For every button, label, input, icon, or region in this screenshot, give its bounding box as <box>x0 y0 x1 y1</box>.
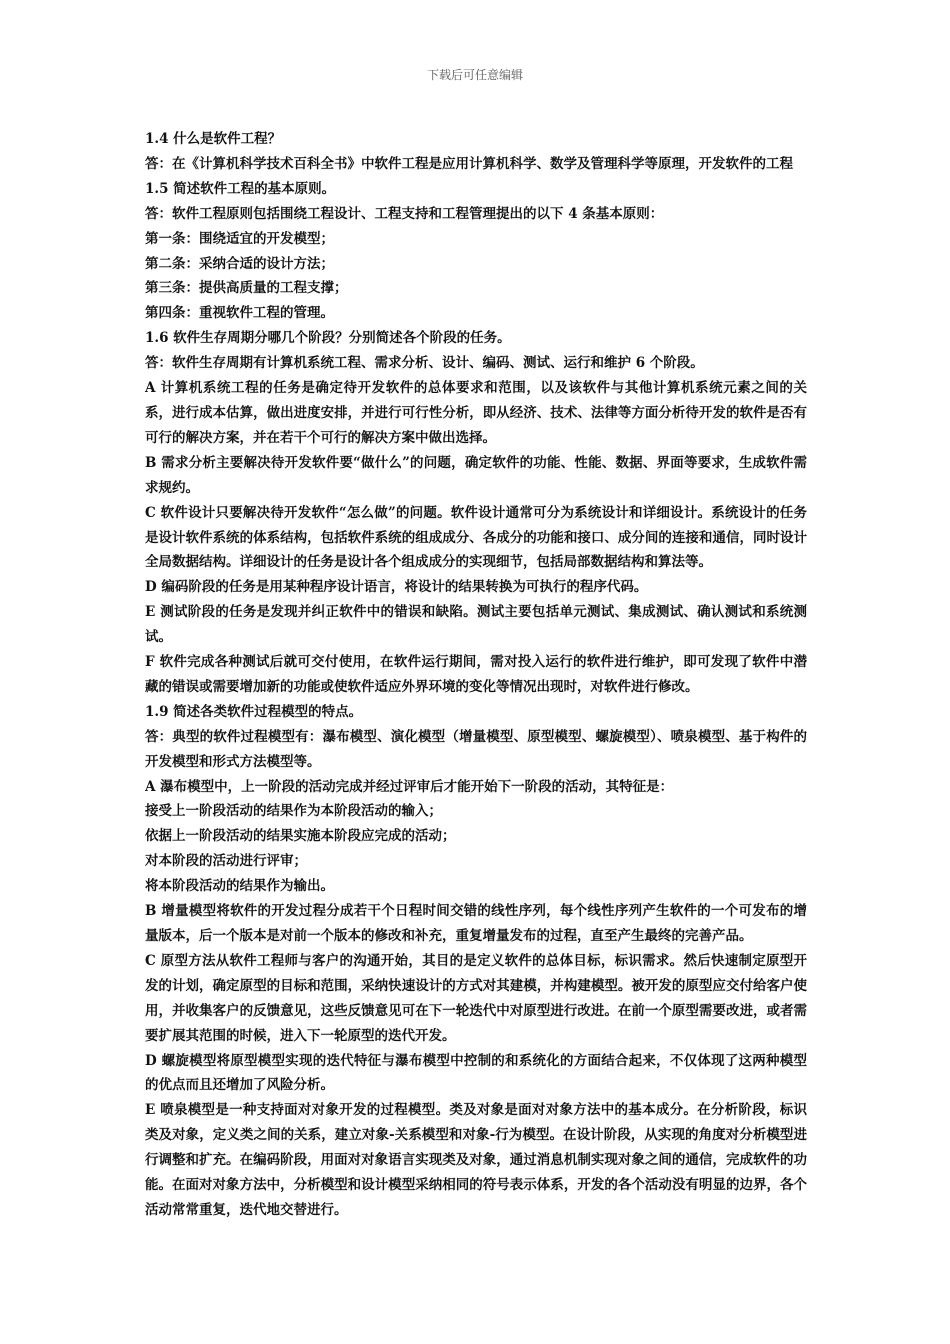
waterfall-item: 将本阶段活动的结果作为输出。 <box>145 878 334 895</box>
model-paragraph: B 增量模型将软件的开发过程分成若干个日程时间交错的线性序列，每个线性序列产生软件的一个可发布的增量版本，后一个版本是对前一个版本的修改和补充，重复增量发布的过程，直至产生最终的完善产品。 <box>145 903 807 944</box>
question-heading: 1.4 什么是软件工程？ <box>145 131 282 147</box>
waterfall-item: 对本阶段的活动进行评审； <box>145 853 307 870</box>
question-heading: 1.6 软件生存周期分哪几个阶段？分别简述各个阶段的任务。 <box>145 330 511 347</box>
answer-paragraph: 答：在《计算机科学技术百科全书》中软件工程是应用计算机科学、数学及管理科学等原理，开发软件的工程 <box>145 155 793 172</box>
principle-item: 第四条：重视软件工程的管理。 <box>145 305 334 322</box>
stage-paragraph: B 需求分析主要解决待开发软件要“做什么”的问题，确定软件的功能、性能、数据、界面等要求，生成软件需求规约。 <box>145 454 807 496</box>
stage-paragraph: D 编码阶段的任务是用某种程序设计语言，将设计的结果转换为可执行的程序代码。 <box>145 579 648 596</box>
waterfall-item: 依据上一阶段活动的结果实施本阶段应完成的活动； <box>145 828 456 845</box>
question-heading: 1.5 简述软件工程的基本原则。 <box>145 180 336 197</box>
page-header: 下载后可任意编辑 <box>426 68 523 82</box>
principle-item: 第三条：提供高质量的工程支撑； <box>145 280 348 297</box>
answer-paragraph: 答：软件生存周期有计算机系统工程、需求分析、设计、编码、测试、运行和维护 6 个阶段。 <box>145 355 704 372</box>
model-paragraph: D 螺旋模型将原型模型实现的迭代特征与瀑布模型中控制的和系统化的方面结合起来，不仅体现了这两种模型的优点而且还增加了风险分析。 <box>145 1052 807 1094</box>
stage-paragraph: E 测试阶段的任务是发现并纠正软件中的错误和缺陷。测试主要包括单元测试、集成测试、确认测试和系统测试。 <box>145 604 807 646</box>
question-heading: 1.9 简述各类软件过程模型的特点。 <box>145 703 363 720</box>
answer-paragraph: 答：软件工程原则包括围绕工程设计、工程支持和工程管理提出的以下 4 条基本原则： <box>145 205 664 222</box>
principle-item: 第一条：围绕适宜的开发模型； <box>145 230 334 247</box>
principle-item: 第二条：采纳合适的设计方法； <box>145 255 334 272</box>
model-paragraph: C 原型方法从软件工程师与客户的沟通开始，其目的是定义软件的总体目标，标识需求。然后快速制定原型开发的计划，确定原型的目标和范围，采纳快速设计的方式对其建模，并构建模型。被开发的原型应交付给客户使用，并收集客户的反馈意见，这些反馈意见可在下一轮迭代中对原型进行改进。在前一个原型需要改进，或者需要扩展其范围的时候，进入下一轮原型的迭代开发。 <box>145 952 807 1044</box>
model-paragraph: A 瀑布模型中，上一阶段的活动完成并经过评审后才能开始下一阶段的活动，其特征是： <box>145 778 674 795</box>
document-body <box>145 127 807 1223</box>
waterfall-item: 接受上一阶段活动的结果作为本阶段活动的输入； <box>145 803 442 820</box>
answer-paragraph: 答：典型的软件过程模型有：瀑布模型、演化模型（增量模型、原型模型、螺旋模型）、喷泉模型、基于构件的开发模型和形式方法模型等。 <box>145 728 807 770</box>
stage-paragraph: F 软件完成各种测试后就可交付使用，在软件运行期间，需对投入运行的软件进行维护，即可发现了软件中潜藏的错误或需要增加新的功能或使软件适应外界环境的变化等情况出现时，对软件进行修改。 <box>145 654 807 695</box>
stage-paragraph: C 软件设计只要解决待开发软件“怎么做”的问题。软件设计通常可分为系统设计和详细设计。系统设计的任务是设计软件系统的体系结构，包括软件系统的组成成分、各成分的功能和接口、成分间的连接和通信，同时设计全局数据结构。详细设计的任务是设计各个组成成分的实现细节，包括局部数据结构和算法等。 <box>145 504 807 571</box>
stage-paragraph: A 计算机系统工程的任务是确定待开发软件的总体要求和范围，以及该软件与其他计算机系统元素之间的关系，进行成本估算，做出进度安排，并进行可行性分析，即从经济、技术、法律等方面分析待开发的软件是否有可行的解决方案，并在若干个可行的解决方案中做出选择。 <box>145 380 807 446</box>
model-paragraph: E 喷泉模型是一种支持面对对象开发的过程模型。类及对象是面对对象方法中的基本成分。在分析阶段，标识类及对象，定义类之间的关系，建立对象-关系模型和对象-行为模型。在设计阶段，从实现的角度对分析模型进行调整和扩充。在编码阶段，用面对对象语言实现类及对象，通过消息机制实现对象之间的通信，完成软件的功能。在面对对象方法中，分析模型和设计模型采纳相同的符号表示体系，开发的各个活动没有明显的边界，各个活动常常重复，迭代地交替进行。 <box>145 1102 807 1218</box>
